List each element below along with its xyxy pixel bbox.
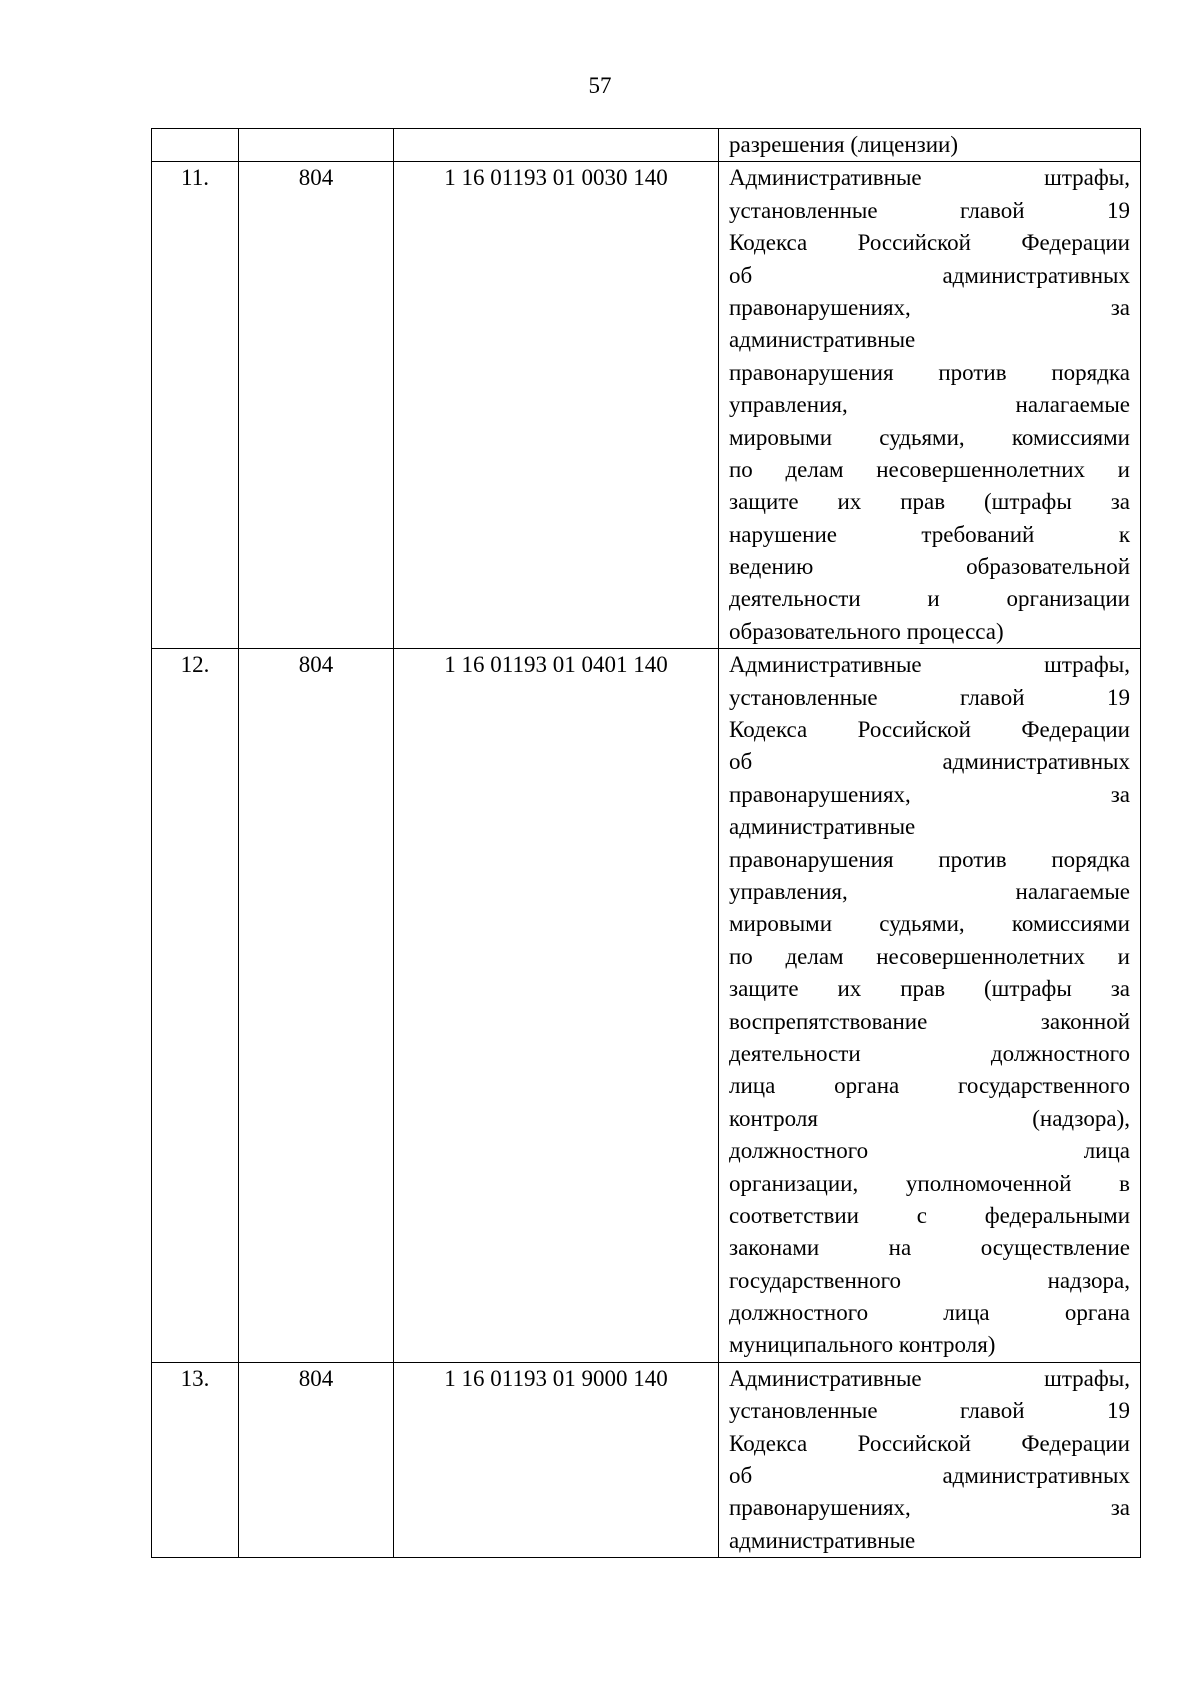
revenue-name-cell (719, 129, 1141, 162)
text-line: Кодекса Российской Федерации (729, 717, 1130, 743)
text-line: установленные главой 19 (729, 197, 1130, 223)
text-line: соответствии с федеральными (729, 1202, 1130, 1228)
page-number: 57 (588, 73, 612, 98)
revenue-name-cell (719, 162, 1141, 649)
text-line: административные (729, 814, 916, 840)
text-line: разрешения (лицензии) (729, 132, 959, 157)
row-number-cell: 11. (152, 162, 239, 649)
revenue-name-text (719, 649, 1140, 1362)
text-line: законами на осуществление (729, 1235, 1130, 1261)
revenue-name-cell (719, 649, 1141, 1363)
table-body (152, 129, 1141, 1558)
budget-codes-table (151, 128, 1141, 1558)
kbk-code-cell: 1 16 01193 01 9000 140 (394, 1362, 719, 1557)
table-row (152, 649, 1141, 1363)
text-line: лица органа государственного (729, 1073, 1130, 1099)
text-line: мировыми судьями, комиссиями (729, 911, 1130, 937)
text-line: Административные штрафы, (729, 165, 1130, 191)
text-line: административные (729, 1527, 916, 1553)
text-line: установленные главой 19 (729, 1398, 1130, 1424)
text-line: по делам несовершеннолетних и (729, 456, 1130, 482)
text-line: образовательного процесса) (729, 618, 1004, 644)
table-row (152, 129, 1141, 162)
text-line: организации, уполномоченной в (729, 1170, 1130, 1196)
text-line: Административные штрафы, (729, 1365, 1130, 1391)
text-line: контроля (надзора), (729, 1105, 1130, 1131)
table-row (152, 1362, 1141, 1557)
admin-code-cell: 804 (239, 1362, 394, 1557)
text-line: правонарушениях, за (729, 294, 1130, 320)
text-line: Кодекса Российской Федерации (729, 230, 1130, 256)
text-line: правонарушениях, за (729, 1495, 1130, 1521)
text-line: защите их прав (штрафы за (729, 489, 1130, 515)
row-number-cell: 12. (152, 649, 239, 1363)
text-line: деятельности должностного (729, 1040, 1130, 1066)
text-line: ведению образовательной (729, 554, 1130, 580)
kbk-code-cell: 1 16 01193 01 0030 140 (394, 162, 719, 649)
text-line: государственного надзора, (729, 1267, 1130, 1293)
text-line: деятельности и организации (729, 586, 1130, 612)
text-line: Административные штрафы, (729, 652, 1130, 678)
revenue-name-text (719, 162, 1140, 648)
text-line: воспрепятствование законной (729, 1008, 1130, 1034)
text-line: мировыми судьями, комиссиями (729, 424, 1130, 450)
text-line: должностного лица органа (729, 1300, 1130, 1326)
text-line: муниципального контроля) (729, 1332, 996, 1358)
revenue-name-cell (719, 1362, 1141, 1557)
admin-code-cell (239, 129, 394, 162)
text-line: об административных (729, 262, 1130, 288)
text-line: правонарушения против порядка (729, 359, 1130, 385)
text-line: установленные главой 19 (729, 684, 1130, 710)
text-line: правонарушениях, за (729, 781, 1130, 807)
text-line: административные (729, 327, 916, 353)
row-number-cell: 13. (152, 1362, 239, 1557)
text-line: об административных (729, 749, 1130, 775)
text-line: правонарушения против порядка (729, 846, 1130, 872)
revenue-name-text (719, 1363, 1140, 1557)
text-line: должностного лица (729, 1138, 1130, 1164)
revenue-name-text (719, 129, 1140, 161)
text-line: об административных (729, 1463, 1130, 1489)
kbk-code-cell (394, 129, 719, 162)
text-line: управления, налагаемые (729, 392, 1130, 418)
text-line: нарушение требований к (729, 521, 1130, 547)
text-line: защите их прав (штрафы за (729, 976, 1130, 1002)
text-line: управления, налагаемые (729, 878, 1130, 904)
text-line: по делам несовершеннолетних и (729, 943, 1130, 969)
row-number-cell (152, 129, 239, 162)
table-row (152, 162, 1141, 649)
text-line: Кодекса Российской Федерации (729, 1430, 1130, 1456)
kbk-code-cell: 1 16 01193 01 0401 140 (394, 649, 719, 1363)
admin-code-cell: 804 (239, 649, 394, 1363)
admin-code-cell: 804 (239, 162, 394, 649)
